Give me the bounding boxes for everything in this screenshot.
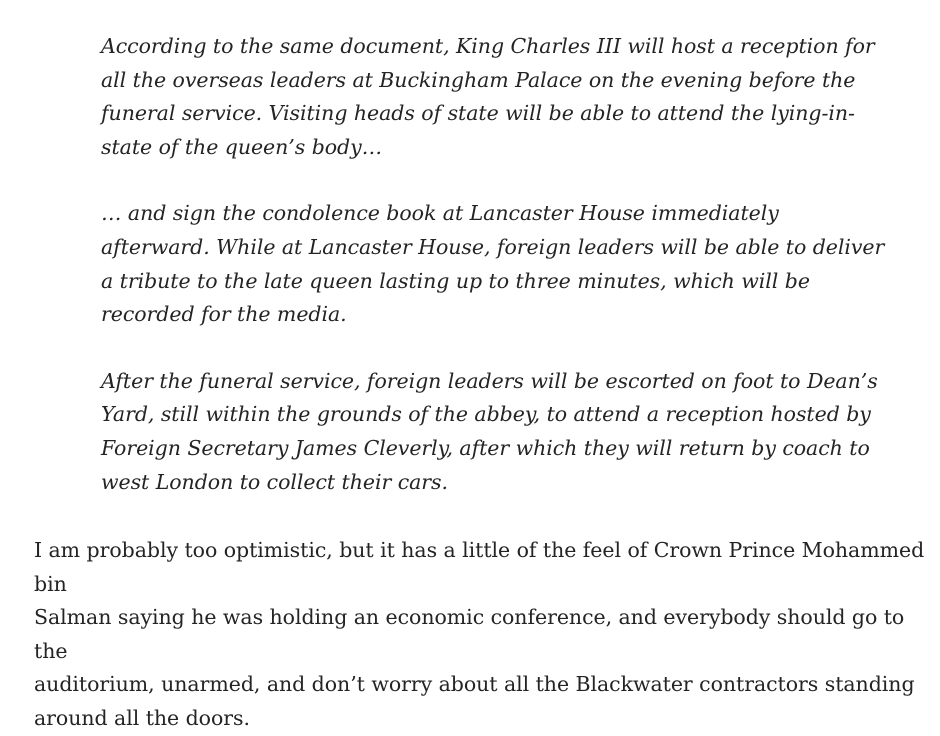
quote-paragraph-3: After the funeral service, foreign leaders will be escorted on foot to Dean’s Yard, still within the grounds of the abbey, to attend a reception hosted by Foreign Secretary James Cleverly, after which they will return by coach to west London to collect their cars.: [101, 368, 878, 494]
body-paragraph: I am probably too optimistic, but it has a little of the feel of Crown Prince Mohammed bin Salman saying he was holding an economic conference, and everybody should go to the auditorium, unarmed, and don’t worry about all the Blackwater contractors standing around all the doors.: [34, 538, 925, 730]
quote-paragraph-1: According to the same document, King Charles III will host a reception for all the overseas leaders at Buckingham Palace on the evening before the funeral service. Visiting heads of state will be able to attend the lying-in- state of the queen’s body…: [101, 34, 875, 159]
quote-paragraph-2: … and sign the condolence book at Lancaster House immediately afterward. While at Lancaster House, foreign leaders will be able to deliver a tribute to the late queen lasting up to three minutes, which will be recorded for the media.: [101, 201, 885, 327]
blockquote: [101, 30, 891, 532]
